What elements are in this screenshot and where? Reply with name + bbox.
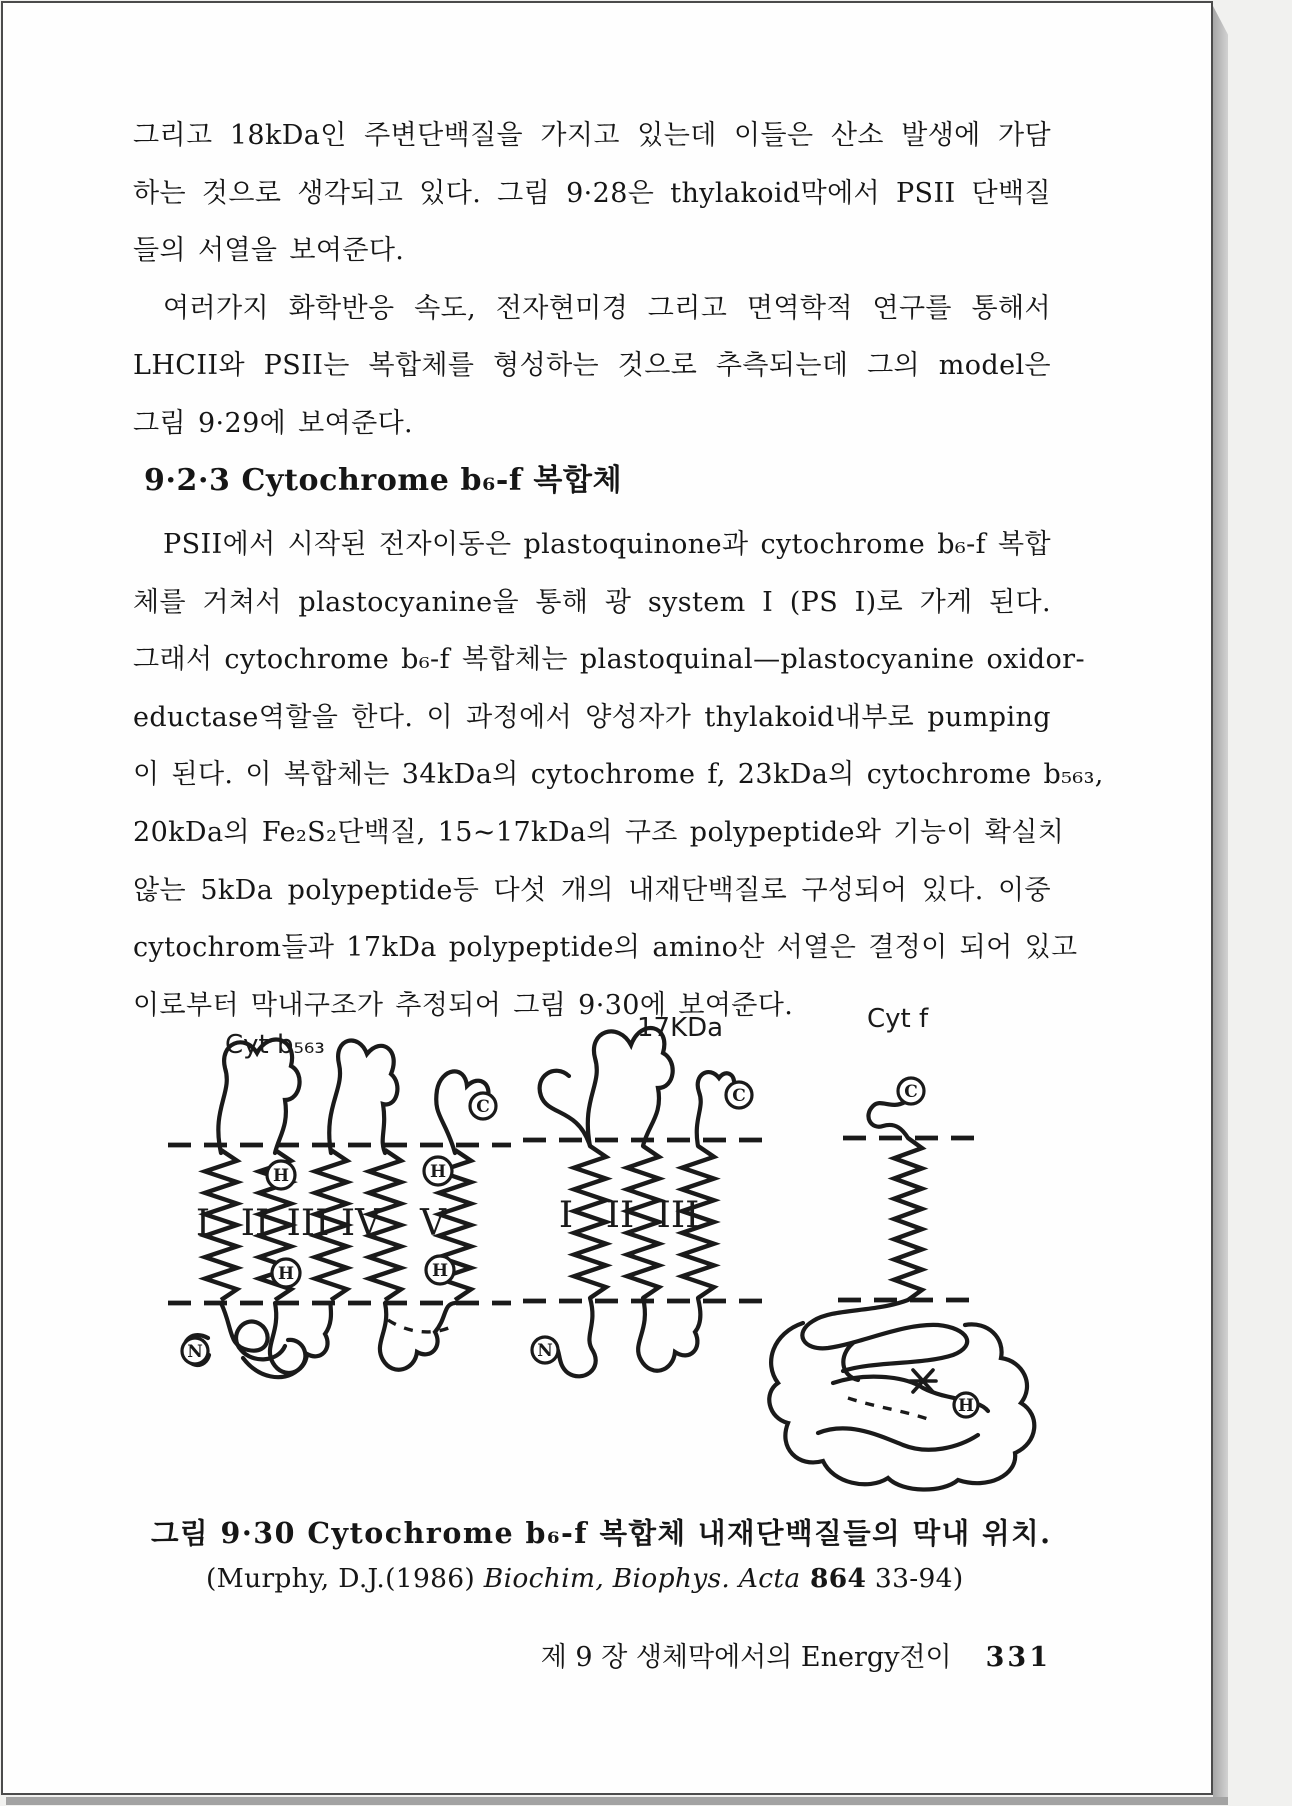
citation-pages: 33-94) xyxy=(866,1563,964,1594)
figure-citation xyxy=(206,1563,963,1594)
page-footer xyxy=(133,1635,1051,1674)
c-terminal-loop xyxy=(697,1072,734,1146)
diagram-17kda xyxy=(523,1028,765,1376)
figure-label-17kda: 17KDa xyxy=(637,1013,724,1043)
top-loop xyxy=(540,1071,590,1146)
text-line: 그래서 cytochrome b₆-f 복합체는 plastoquinal—plastocyanine oxidor- xyxy=(133,644,1085,676)
text-line: 여러가지 화학반응 속도, 전자현미경 그리고 면역학적 연구를 통해서 xyxy=(163,292,1051,324)
helix-single xyxy=(894,1138,922,1300)
text-line: eductase역할을 한다. 이 과정에서 양성자가 thylakoid내부로 pumping xyxy=(133,701,1051,733)
heme-marker xyxy=(426,1256,454,1284)
heme-marker xyxy=(267,1161,295,1189)
figure-label-cyt-b563: Cyt b₅₆₃ xyxy=(225,1030,325,1060)
text-line: 이 된다. 이 복합체는 34kDa의 cytochrome f, 23kDa의 cytochrome b₅₆₃, xyxy=(133,759,1104,791)
text-line: 않는 5kDa polypeptide등 다섯 개의 내재단백질로 구성되어 있다. 이중 xyxy=(133,874,1051,906)
svg-text:H: H xyxy=(431,1261,449,1281)
page-edge-right xyxy=(1213,6,1228,1798)
page-edge-bottom xyxy=(6,1797,1228,1805)
diagram-cyt-f xyxy=(769,1078,1034,1490)
diagram-cyt-b563 xyxy=(168,1040,511,1378)
helix-label-IV: IV xyxy=(340,1203,382,1244)
paragraph-2 xyxy=(133,516,1104,1034)
helix-label-I: I xyxy=(558,1195,574,1236)
n-terminus-marker xyxy=(182,1338,208,1364)
book-page xyxy=(1,1,1213,1795)
top-loop xyxy=(588,1028,673,1146)
svg-text:H: H xyxy=(272,1166,290,1186)
svg-text:N: N xyxy=(187,1342,203,1362)
heme-marker xyxy=(954,1393,978,1417)
helix-label-I: I xyxy=(195,1203,211,1244)
svg-text:C: C xyxy=(732,1086,746,1106)
bottom-loop xyxy=(270,1303,331,1373)
text-line: 그림 9·29에 보여준다. xyxy=(133,407,414,439)
svg-text:C: C xyxy=(476,1097,490,1117)
section-heading: 9·2·3 Cytochrome b₆-f 복합체 xyxy=(144,463,623,498)
helix-I xyxy=(574,1146,606,1298)
svg-text:H: H xyxy=(429,1162,447,1182)
citation-prefix: (Murphy, D.J.(1986) xyxy=(206,1563,484,1594)
c-terminus-marker xyxy=(726,1082,752,1108)
text-line: 20kDa의 Fe₂S₂단백질, 15~17kDa의 구조 polypeptide와 기능이 확실치 xyxy=(133,816,1065,848)
helix-label-II: II xyxy=(240,1203,270,1244)
page-number: 331 xyxy=(985,1642,1051,1673)
figure-label-cyt-f: Cyt f xyxy=(867,1004,929,1034)
text-line: 들의 서열을 보여준다. xyxy=(133,235,405,267)
bottom-loop xyxy=(380,1303,455,1370)
helix-label-III: III xyxy=(656,1195,700,1236)
text-line: 체를 거쳐서 plastocyanine을 통해 광 system I (PS I)로 가게 된다. xyxy=(133,586,1051,618)
helix-label-III: III xyxy=(286,1203,330,1244)
c-terminus-marker xyxy=(898,1078,924,1104)
c-terminal-loop xyxy=(868,1102,908,1138)
text-line: 하는 것으로 생각되고 있다. 그림 9·28은 thylakoid막에서 PSII 단백질 xyxy=(133,177,1051,209)
top-loop xyxy=(329,1041,397,1153)
n-terminal-loop xyxy=(551,1298,596,1376)
figure-caption: 그림 9·30 Cytochrome b₆-f 복합체 내재단백질들의 막내 위치. xyxy=(151,1516,1052,1550)
folded-domain xyxy=(769,1300,1034,1490)
text-line: LHCII와 PSII는 복합체를 형성하는 것으로 추측되는데 그의 model은 xyxy=(133,350,1051,382)
text-line: cytochrom들과 17kDa polypeptide의 amino산 서열은 결정이 되어 있고 xyxy=(133,932,1078,964)
text-line: 그리고 18kDa인 주변단백질을 가지고 있는데 이들은 산소 발생에 가담 xyxy=(133,120,1051,151)
bottom-loop xyxy=(638,1298,700,1371)
svg-text:N: N xyxy=(537,1341,553,1361)
text-line: 이로부터 막내구조가 추정되어 그림 9·30에 보여준다. xyxy=(133,989,794,1021)
helix-label-II: II xyxy=(605,1195,635,1236)
figure-9-30 xyxy=(93,1003,1153,1508)
svg-text:H: H xyxy=(277,1264,295,1284)
citation-volume: 864 xyxy=(800,1563,867,1594)
svg-text:C: C xyxy=(904,1082,918,1102)
svg-text:H: H xyxy=(957,1396,975,1416)
text-line: PSII에서 시작된 전자이동은 plastoquinone과 cytochrome b₆-f 복합 xyxy=(163,529,1051,560)
chapter-title: 제 9 장 생체막에서의 Energy전이 xyxy=(540,1642,952,1673)
paragraph-1 xyxy=(133,107,1051,453)
heme-marker xyxy=(424,1157,452,1185)
helix-label-V: V xyxy=(420,1203,446,1244)
citation-journal: Biochim, Biophys. Acta xyxy=(483,1563,801,1594)
c-terminus-marker xyxy=(470,1093,496,1119)
heme-marker xyxy=(272,1259,300,1287)
n-terminus-marker xyxy=(532,1337,558,1363)
